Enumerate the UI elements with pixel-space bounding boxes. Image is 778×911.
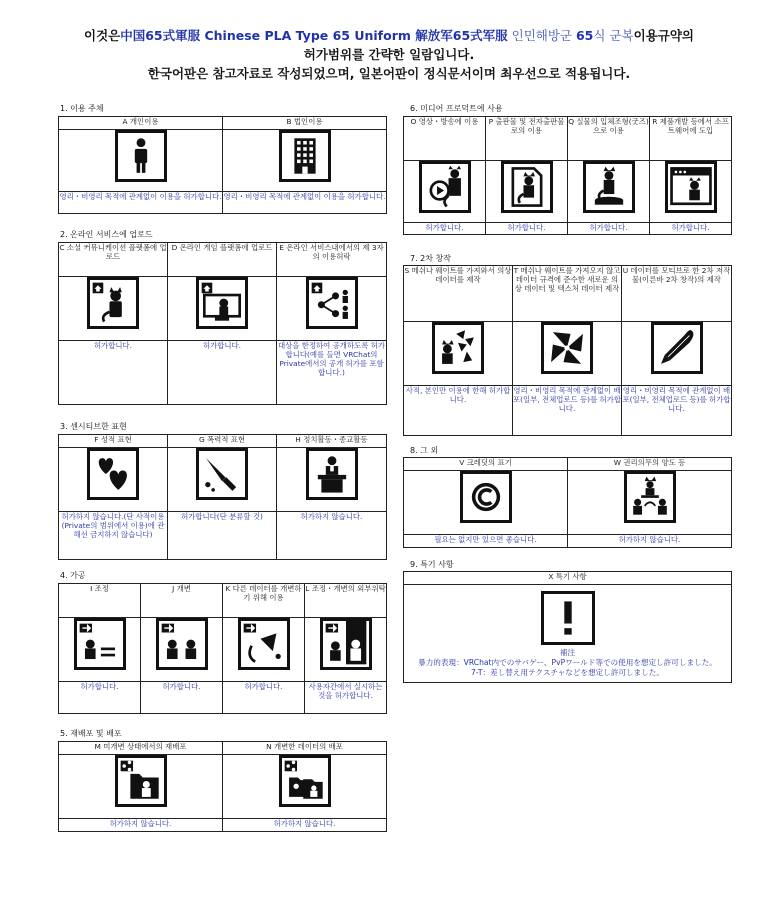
- cell-foot-r: 허가합니다.: [650, 223, 732, 235]
- cell-foot-a: 영리・비영리 목적에 관계없이 이용을 허가합니다.: [59, 192, 223, 214]
- section-title-9: 9. 특기 사항: [410, 560, 454, 569]
- cell-head-h: H 정치활동・종교활동: [277, 435, 387, 448]
- cell-head-k: K 다른 데이터를 개변하기 위해 이용: [223, 584, 305, 618]
- cell-head-v: V 크레딧의 표기: [404, 458, 568, 471]
- cell-head-a: A 개인이용: [59, 117, 223, 130]
- hearts-icon: [87, 448, 139, 500]
- person-icon: [115, 130, 167, 182]
- document-header: [0, 26, 778, 83]
- mesh-cat-icon: [432, 322, 484, 374]
- pinwheel-icon: [541, 322, 593, 374]
- cell-foot-k: 허가합니다.: [223, 682, 305, 714]
- cell-head-t: T 메쉬나 웨이트를 가져오지 않고 데이터 규격에 준수한 새로운 의상 데이터 및 텍스처 데이터 제작: [513, 266, 622, 322]
- cell-foot-u: 영리・비영리 목적에 관계없이 배포(일부, 전체업로드 등)를 허가합니다.: [622, 386, 732, 436]
- section-title-3: 3. 센시티브한 표현: [60, 422, 127, 431]
- cell-foot-j: 허가합니다.: [141, 682, 223, 714]
- section-title-6: 6. 미디어 프로덕트에 사용: [410, 104, 503, 113]
- outsource-icon: [320, 618, 372, 670]
- cell-foot-q: 허가합니다.: [568, 223, 650, 235]
- cell-foot-n: 허가하지 않습니다.: [223, 819, 387, 832]
- cell-foot-c: 허가합니다.: [59, 341, 168, 405]
- figure-icon: [583, 161, 635, 213]
- share-users-icon: [306, 277, 358, 329]
- cell-foot-o: 허가합니다.: [404, 223, 486, 235]
- section-9-table: [403, 571, 732, 683]
- cell-head-f: F 성적 표현: [59, 435, 168, 448]
- cell-head-o: O 영상・방송에 이용: [404, 117, 486, 161]
- cell-head-b: B 법인이용: [223, 117, 387, 130]
- cell-foot-h: 허가하지 않습니다.: [277, 512, 387, 560]
- building-icon: [279, 130, 331, 182]
- header-line-3: 한국어판은 참고자료로 작성되었으며, 일본어판이 정식문서이며 최우선으로 적용됩니다.: [147, 66, 631, 81]
- cell-foot-m: 허가하지 않습니다.: [59, 819, 223, 832]
- adjust-icon: [74, 618, 126, 670]
- cell-foot-g: 허가합니다(단 분류할 것): [168, 512, 277, 560]
- cell-head-u: U 데이터를 모티브로 한 2차 저작물(이른바 2차 창작)의 제작: [622, 266, 732, 322]
- section-1-table: [58, 116, 387, 214]
- knife-icon: [196, 448, 248, 500]
- section-title-7: 7. 2차 창작: [410, 254, 451, 263]
- section-title-1: 1. 이용 주체: [60, 104, 104, 113]
- pen-icon: [651, 322, 703, 374]
- cell-foot-s: 사적, 본인만 이용에 한해 허가합니다.: [404, 386, 513, 436]
- software-icon: [665, 161, 717, 213]
- section-4-table: [58, 583, 387, 714]
- cell-foot-v: 필요는 없지만 있으면 좋습니다.: [404, 535, 568, 548]
- cell-head-n: N 개변한 데이터의 배포: [223, 742, 387, 755]
- cell-head-e: E 온라인 서비스내에서의 제 3자의 이용허락: [277, 243, 387, 277]
- podium-icon: [306, 448, 358, 500]
- section-title-2: 2. 온라인 서비스에 업로드: [60, 230, 153, 239]
- cell-head-m: M 미개변 상태에서의 재배포: [59, 742, 223, 755]
- upload-cat-icon: [87, 277, 139, 329]
- cell-foot-w: 허가하지 않습니다.: [568, 535, 732, 548]
- cell-foot-p: 허가합니다.: [486, 223, 568, 235]
- cell-foot-f: 허가하지 않습니다.(단 사적이용(Private의 범위에서 이용)에 관해선 금지하지 않습니다): [59, 512, 168, 560]
- remix-icon: [238, 618, 290, 670]
- share-folder-modified-icon: [279, 755, 331, 807]
- section-3-table: [58, 434, 387, 560]
- section-6-table: [403, 116, 732, 235]
- cell-head-l: L 조정・개변의 외부위탁: [305, 584, 387, 618]
- transfer-icon: [624, 471, 676, 523]
- note-title: 補注: [559, 648, 576, 657]
- upload-monitor-icon: [196, 277, 248, 329]
- note-7t: 7-T：差し替え用テクスチャなどを想定し許可しました。: [471, 668, 664, 677]
- modify-icon: [156, 618, 208, 670]
- cell-foot-i: 허가합니다.: [59, 682, 141, 714]
- cell-foot-b: 영리・비영리 목적에 관계없이 이용을 허가합니다.: [223, 192, 387, 214]
- cell-head-c: C 소셜 커뮤니케이션 플랫폼에 업로드: [59, 243, 168, 277]
- cell-foot-l: 사용자간에서 실시하는 것을 허가합니다.: [305, 682, 387, 714]
- cell-head-x: X 특기 사항: [404, 572, 732, 585]
- header-line-1: 이것은中国65式軍服 Chinese PLA Type 65 Uniform 解放军65式军服 인민해방군 65식 군복이용규약의: [84, 28, 694, 43]
- cell-foot-d: 허가합니다.: [168, 341, 277, 405]
- cell-head-j: J 개변: [141, 584, 223, 618]
- cell-head-g: G 폭력적 표현: [168, 435, 277, 448]
- section-title-5: 5. 재배포 및 배포: [60, 729, 122, 738]
- video-icon: [419, 161, 471, 213]
- section-8-table: [403, 457, 732, 548]
- cell-head-i: I 조정: [59, 584, 141, 618]
- cell-foot-e: 대상을 한정하여 공개하도록 허가합니다(예를 들면 VRChat의 Private에서의 공개 허가를 포함합니다.): [277, 341, 387, 405]
- section-7-table: [403, 265, 732, 436]
- section-title-8: 8. 그 외: [410, 446, 439, 455]
- exclamation-icon: [541, 591, 595, 645]
- cell-head-p: P 출판물 및 전자출판물로의 이용: [486, 117, 568, 161]
- share-folder-icon: [115, 755, 167, 807]
- cell-head-d: D 온라인 게임 플랫폼에 업로드: [168, 243, 277, 277]
- note-violent: 暴力的表現：VRChat内でのサバゲー、PvPワールド等での使用を想定し許可しました。: [418, 658, 717, 667]
- cell-head-w: W 권리의무의 양도 등: [568, 458, 732, 471]
- header-line-2: 허가범위를 간략한 일람입니다.: [303, 47, 475, 62]
- cell-head-r: R 제품개발 등에서 소프트웨어에 도입: [650, 117, 732, 161]
- cell-head-s: S 메쉬나 웨이트를 가져와서 의상 데이터를 제작: [404, 266, 513, 322]
- book-icon: [501, 161, 553, 213]
- section-title-4: 4. 가공: [60, 571, 86, 580]
- copyright-icon: [460, 471, 512, 523]
- section-5-table: [58, 741, 387, 832]
- section-2-table: [58, 242, 387, 405]
- cell-foot-t: 영리・비영리 목적에 관계없이 배포(일부, 전체업로드 등)를 허가합니다.: [513, 386, 622, 436]
- cell-head-q: Q 실물의 입체조형(굿즈)으로 이용: [568, 117, 650, 161]
